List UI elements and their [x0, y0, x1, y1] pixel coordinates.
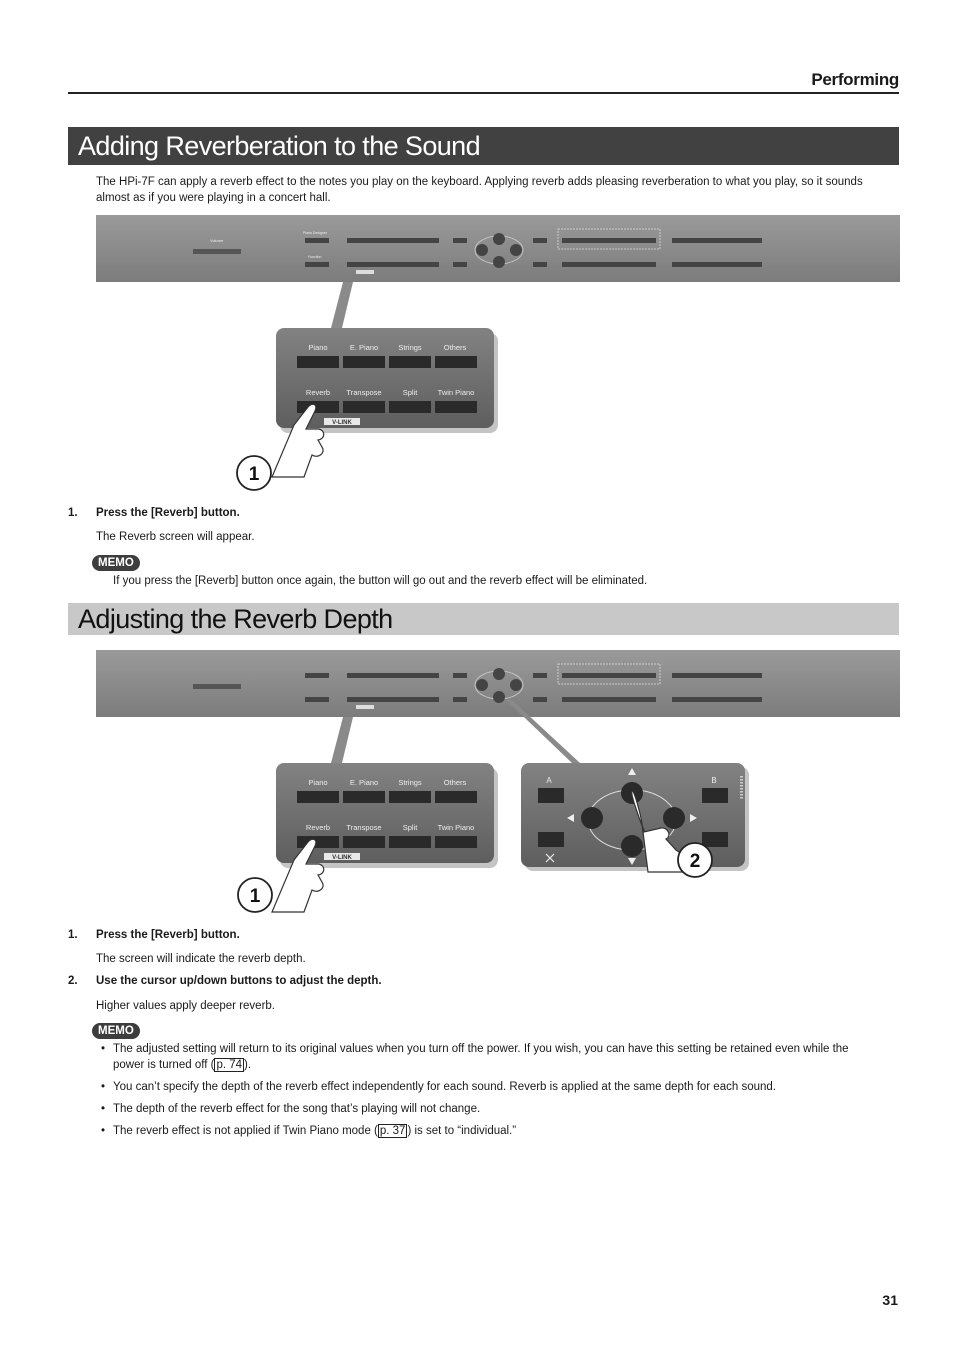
cursor-right-button[interactable]	[663, 807, 685, 829]
tone-label-epiano: E. Piano	[349, 343, 379, 352]
o-button-small[interactable]	[533, 262, 547, 267]
b-button-small[interactable]	[533, 673, 547, 678]
memo-bullet-1: •	[101, 1043, 106, 1055]
page-number: 31	[882, 1292, 898, 1308]
callout-wedge	[331, 282, 353, 328]
function-button[interactable]	[305, 697, 329, 702]
o-button[interactable]	[702, 832, 728, 847]
song-buttons-strip[interactable]	[562, 262, 656, 267]
a-button[interactable]	[538, 788, 564, 803]
effect-label-transpose: Transpose	[346, 823, 382, 832]
memo-bullet-3: •	[101, 1103, 106, 1115]
memo-bullet-2: •	[101, 1081, 106, 1093]
vlink-logo-small	[356, 270, 374, 274]
x-button[interactable]	[538, 832, 564, 847]
effect-label-reverb: Reverb	[305, 388, 331, 397]
cursor-right-small[interactable]	[510, 679, 522, 691]
s2-step2-desc: Higher values apply deeper reverb.	[96, 1000, 275, 1012]
memo-item-1-pre: power is turned off (	[113, 1059, 215, 1071]
tone-label-piano: Piano	[308, 343, 328, 352]
s1-step1-desc: The Reverb screen will appear.	[96, 531, 255, 543]
s2-step1-text: Press the [Reverb] button.	[96, 929, 240, 941]
callout-1-number: 1	[249, 886, 261, 907]
x-button-small[interactable]	[453, 262, 467, 267]
effect-label-transpose: Transpose	[346, 388, 382, 397]
split-button[interactable]	[389, 836, 431, 848]
others-button[interactable]	[435, 356, 477, 368]
page-ref-link-37[interactable]: p. 37	[379, 1125, 406, 1137]
song-buttons-strip[interactable]	[562, 697, 656, 702]
running-head	[68, 70, 899, 94]
function-label: Function	[308, 255, 322, 259]
s2-step1-num: 1.	[68, 929, 78, 941]
effect-label-twin-piano: Twin Piano	[437, 388, 475, 397]
memo-item-2: You can’t specify the depth of the reverb effect independently for each sound. Reverb is applied at the same depth for each sound.	[113, 1081, 776, 1093]
piano-button[interactable]	[297, 356, 339, 368]
s1-memo-text: If you press the [Reverb] button once again, the button will go out and the reverb effect will be eliminated.	[113, 575, 648, 587]
strings-button[interactable]	[389, 356, 431, 368]
piano-designer-label: Piano Designer	[303, 231, 327, 235]
intro-line-1: The HPi-7F can apply a reverb effect to the notes you play on the keyboard. Applying reverb adds pleasing reverberation to what you play, so it sounds	[96, 176, 863, 188]
tone-label-strings: Strings	[398, 778, 422, 787]
b-label: B	[711, 776, 717, 785]
header-section: Performing	[811, 70, 899, 89]
piano-designer-button[interactable]	[305, 238, 329, 243]
cursor-right-small[interactable]	[510, 244, 522, 256]
b-button-small[interactable]	[533, 238, 547, 243]
epiano-button[interactable]	[343, 791, 385, 803]
transport-buttons-strip[interactable]	[672, 697, 762, 702]
panel-strip	[96, 650, 900, 717]
memo-bullet-4: •	[101, 1125, 106, 1137]
memo-item-4-pre: The reverb effect is not applied if Twin Piano mode (	[113, 1125, 378, 1137]
reverb-button[interactable]	[297, 401, 339, 413]
intro-line-2: almost as if you were playing in a concert hall.	[96, 192, 331, 204]
s1-memo-badge: MEMO	[92, 555, 140, 571]
volume-label: Volume	[210, 238, 224, 243]
callout-2-number: 2	[689, 851, 701, 872]
volume-slider[interactable]	[193, 684, 241, 689]
cursor-down-small[interactable]	[493, 256, 505, 268]
s1-step1-text: Press the [Reverb] button.	[96, 507, 240, 519]
reverb-button[interactable]	[297, 836, 339, 848]
tone-label-others: Others	[443, 343, 467, 352]
track-buttons-strip[interactable]	[672, 673, 762, 678]
memo-item-1	[113, 1041, 903, 1073]
piano-designer-button[interactable]	[305, 673, 329, 678]
tone-label-piano: Piano	[308, 778, 328, 787]
others-button[interactable]	[435, 791, 477, 803]
transpose-button[interactable]	[343, 836, 385, 848]
cursor-down-button[interactable]	[621, 835, 643, 857]
x-button-small[interactable]	[453, 697, 467, 702]
section1-title: Adding Reverberation to the Sound	[68, 127, 899, 165]
memo-item-3: The depth of the reverb effect for the song that’s playing will not change.	[113, 1103, 481, 1115]
callout-wedge-left	[331, 717, 353, 763]
tone-label-epiano: E. Piano	[349, 778, 379, 787]
tone-buttons-strip[interactable]	[347, 238, 439, 243]
a-label: A	[546, 776, 552, 785]
vlink-label: V-LINK	[332, 420, 352, 426]
track-buttons-strip[interactable]	[672, 238, 762, 243]
effect-label-twin-piano: Twin Piano	[437, 823, 475, 832]
s2-step2-text: Use the cursor up/down buttons to adjust the depth.	[96, 975, 382, 987]
strings-button[interactable]	[389, 791, 431, 803]
tone-label-others: Others	[443, 778, 467, 787]
s1-step1-num: 1.	[68, 507, 78, 519]
panel-figure-2	[96, 650, 900, 918]
memo-item-1-post: ).	[244, 1059, 252, 1071]
panel-strip	[96, 215, 900, 282]
tone-buttons-strip[interactable]	[347, 673, 439, 678]
panel-figure-1	[96, 215, 900, 507]
o-button-small[interactable]	[533, 697, 547, 702]
a-button-small[interactable]	[453, 238, 467, 243]
memo-item-4	[113, 1123, 516, 1139]
s2-memo-badge: MEMO	[92, 1023, 140, 1039]
transport-buttons-strip[interactable]	[672, 262, 762, 267]
memo-item-4-post: ) is set to “individual.”	[407, 1125, 517, 1137]
effect-label-split: Split	[402, 388, 418, 397]
cursor-left-small[interactable]	[476, 244, 488, 256]
a-button-small[interactable]	[453, 673, 467, 678]
tone-label-strings: Strings	[398, 343, 422, 352]
cursor-left-small[interactable]	[476, 679, 488, 691]
twin-piano-button[interactable]	[435, 401, 477, 413]
effect-label-split: Split	[402, 823, 418, 832]
memo-item-1-line-1: The adjusted setting will return to its original values when you turn off the power. If you wish, you can have this setting be retained even while the	[113, 1043, 849, 1055]
transpose-button[interactable]	[343, 401, 385, 413]
effect-buttons-strip[interactable]	[347, 697, 439, 702]
cursor-up-small[interactable]	[493, 233, 505, 245]
mode-buttons-strip[interactable]	[562, 673, 656, 678]
epiano-button[interactable]	[343, 356, 385, 368]
cursor-up-small[interactable]	[493, 668, 505, 680]
memo-item-1-line-2	[113, 1057, 903, 1073]
s2-step1-desc: The screen will indicate the reverb depth.	[96, 953, 306, 965]
callout-1-number: 1	[248, 464, 260, 485]
cursor-left-button[interactable]	[581, 807, 603, 829]
function-button[interactable]	[305, 262, 329, 267]
volume-slider[interactable]	[193, 249, 241, 254]
b-button[interactable]	[702, 788, 728, 803]
mode-buttons-strip[interactable]	[562, 238, 656, 243]
split-button[interactable]	[389, 401, 431, 413]
effect-buttons-strip[interactable]	[347, 262, 439, 267]
page-ref-link-74[interactable]: p. 74	[216, 1059, 243, 1071]
section2-title: Adjusting the Reverb Depth	[68, 603, 899, 635]
cursor-down-small[interactable]	[493, 691, 505, 703]
effect-label-reverb: Reverb	[305, 823, 331, 832]
section1-intro	[96, 174, 906, 206]
vlink-label: V-LINK	[332, 855, 352, 861]
s2-step2-num: 2.	[68, 975, 78, 987]
twin-piano-button[interactable]	[435, 836, 477, 848]
piano-button[interactable]	[297, 791, 339, 803]
vlink-logo-small	[356, 705, 374, 709]
